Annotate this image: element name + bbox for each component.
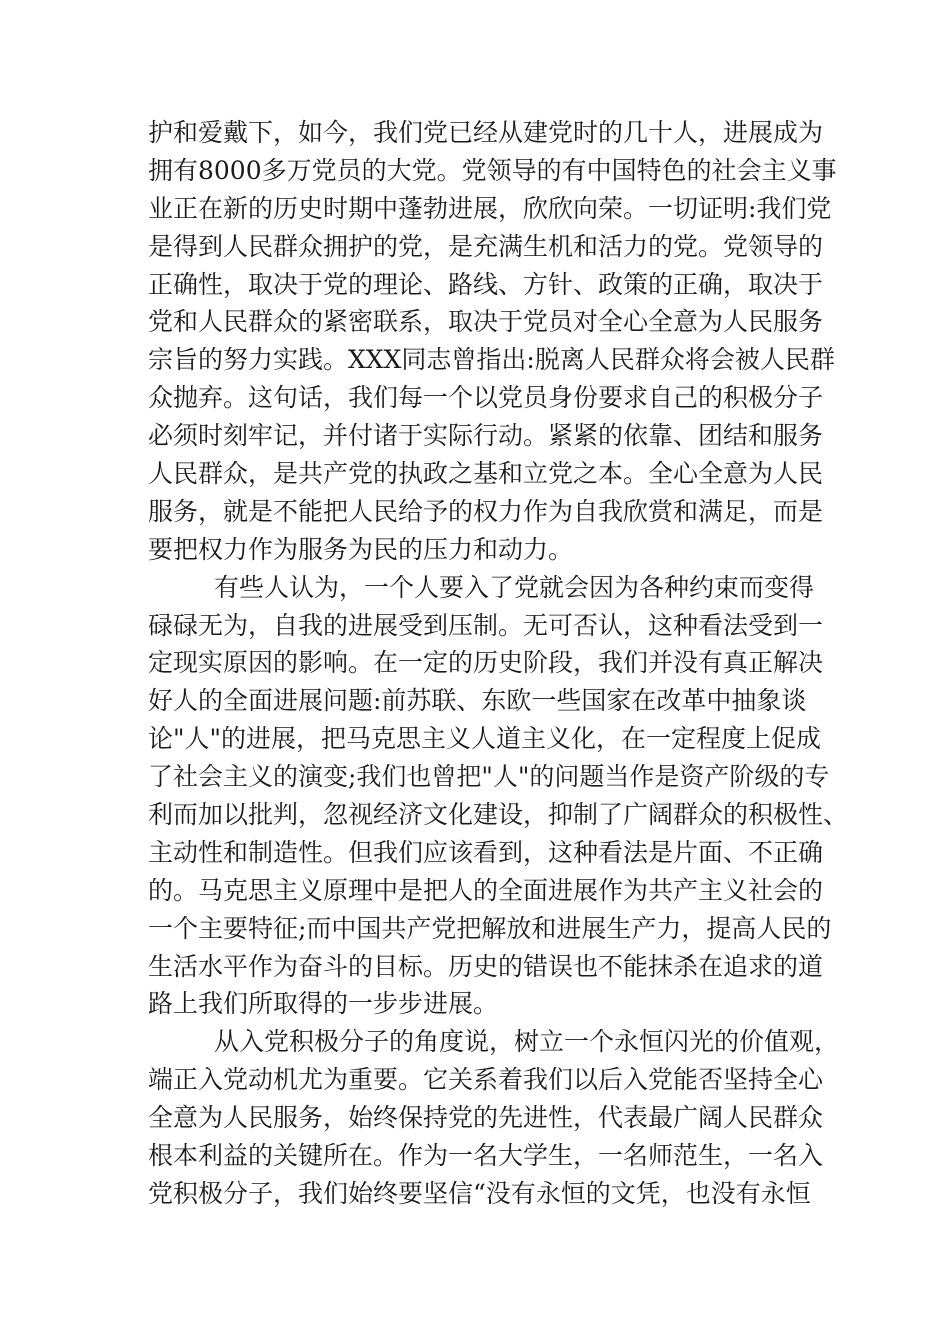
text-line: 业正在新的历史时期中蓬勃进展，欣欣向荣。一切证明:我们党 [148, 193, 832, 223]
text-line: 服务，就是不能把人民给予的权力作为自我欣赏和满足，而是 [148, 496, 824, 526]
text-line: 是得到人民群众拥护的党，是充满生机和活力的党。党领导的 [148, 231, 824, 261]
text-line: 利而加以批判，忽视经济文化建设，抑制了广阔群众的积极性、 [148, 800, 849, 830]
text-line: 根本利益的关键所在。作为一名大学生，一名师范生，一名入 [148, 1141, 824, 1171]
text-line: 一个主要特征;而中国共产党把解放和进展生产力，提高人民的 [148, 913, 832, 943]
text-line: 论"人"的进展，把马克思主义人道主义化，在一定程度上促成 [148, 724, 822, 754]
text-line: 好人的全面进展问题:前苏联、东欧一些国家在改革中抽象谈 [148, 686, 807, 716]
text-line: 要把权力作为服务为民的压力和动力。 [148, 534, 574, 564]
text-line: 的。马克思主义原理中是把人的全面进展作为共产主义社会的 [148, 875, 824, 905]
text-line: 拥有8000多万党员的大党。党领导的有中国特色的社会主义事 [148, 155, 837, 185]
text-line: 路上我们所取得的一步步进展。 [148, 989, 499, 1019]
text-line: 护和爱戴下，如今，我们党已经从建党时的几十人，进展成为 [148, 118, 824, 147]
text-line: 全意为人民服务，始终保持党的先进性，代表最广阔人民群众 [148, 1103, 824, 1133]
text-line: 碌碌无为，自我的进展受到压制。无可否认，这种看法受到一 [148, 610, 824, 640]
text-line: 必须时刻牢记，并付诸于实际行动。紧紧的依靠、团结和服务 [148, 421, 824, 451]
text-line: 主动性和制造性。但我们应该看到，这种看法是片面、不正确 [148, 837, 824, 867]
text-line: 端正入党动机尤为重要。它关系着我们以后入党能否坚持全心 [148, 1065, 824, 1095]
body-text [148, 114, 849, 1213]
text-line: 生活水平作为奋斗的目标。历史的错误也不能抹杀在追求的道 [148, 951, 824, 981]
text-line: 了社会主义的演变;我们也曾把"人"的问题当作是资产阶级的专 [148, 762, 830, 792]
text-line: 正确性，取决于党的理论、路线、方针、政策的正确，取决于 [148, 269, 824, 299]
text-line: 宗旨的努力实践。XXX同志曾指出:脱离人民群众将会被人民群 [148, 345, 835, 375]
text-line: 党和人民群众的紧密联系，取决于党员对全心全意为人民服务 [148, 307, 824, 337]
paragraph-first-line: 有些人认为，一个人要入了党就会因为各种约束而变得 [214, 572, 815, 602]
text-line: 党积极分子，我们始终要坚信“没有永恒的文凭，也没有永恒 [148, 1178, 811, 1208]
text-line: 人民群众，是共产党的执政之基和立党之本。全心全意为人民 [148, 459, 824, 489]
text-line: 众抛弃。这句话，我们每一个以党员身份要求自己的积极分子 [148, 383, 824, 413]
text-line: 定现实原因的影响。在一定的历史阶段，我们并没有真正解决 [148, 648, 824, 678]
paragraph-first-line: 从入党积极分子的角度说，树立一个永恒闪光的价值观， [214, 1027, 840, 1057]
